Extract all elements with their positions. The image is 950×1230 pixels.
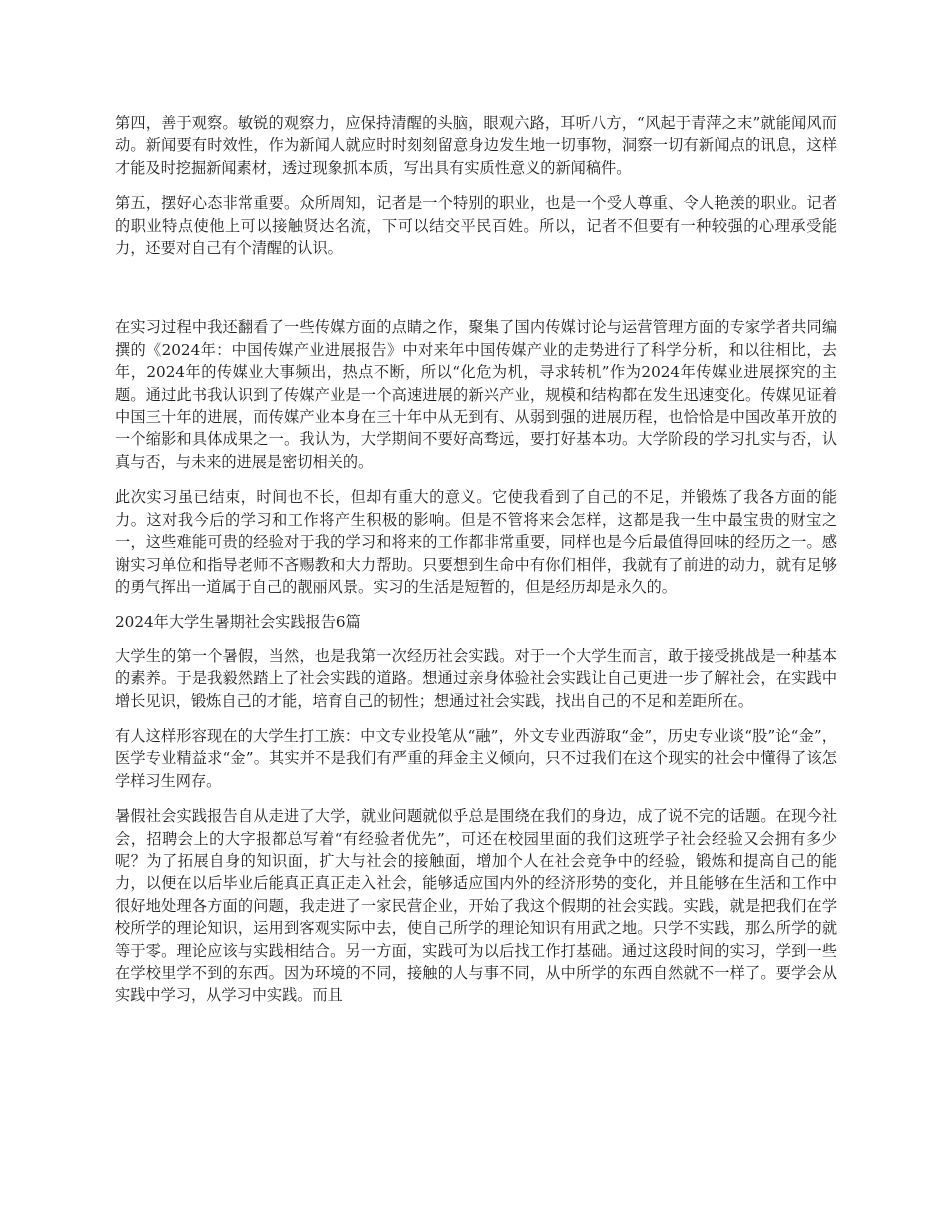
- document-page: [115, 112, 837, 1020]
- paragraph-internship-summary: 此次实习虽已结束，时间也不长，但却有重大的意义。它使我看到了自己的不足，并锻炼了我各方面的能力。这对我今后的学习和工作将产生积极的影响。但是不管将来会怎样，这都是我一生中最宝贵的财宝之一，这些难能可贵的经验对于我的学习和将来的工作都非常重要，同样也是今后最值得回味的经历之一。感谢实习单位和指导老师不吝赐教和大力帮助。只要想到生命中有你们相伴，我就有了前进的动力，就有足够的勇气挥出一道属于自己的靓丽风景。实习的生活是短暂的，但是经历却是永久的。: [115, 488, 837, 596]
- paragraph-mindset: 第五，摆好心态非常重要。众所周知，记者是一个特别的职业，也是一个受人尊重、令人艳羡的职业。记者的职业特点使他上可以接触贤达名流，下可以结交平民百姓。所以，记者不但要有一种较强的心理承受能力，还要对自己有个清醒的认识。: [115, 194, 837, 258]
- paragraph-student-workers: 有人这样形容现在的大学生打工族：中文专业投笔从“融”，外文专业西游取“金”，历史专业谈“股”论“金”，医学专业精益求“金”。其实并不是我们有严重的拜金主义倾向，只不过我们在这个现实的社会中懂得了该怎学样习生网存。: [115, 726, 837, 790]
- paragraph-first-summer: 大学生的第一个暑假，当然，也是我第一次经历社会实践。对于一个大学生而言，敢于接受挑战是一种基本的素养。于是我毅然踏上了社会实践的道路。想通过亲身体验社会实践让自己更进一步了解社会，在实践中增长见识，锻炼自己的才能，培育自己的韧性；想通过社会实践，找出自己的不足和差距所在。: [115, 646, 837, 710]
- paragraph-practice-report: 暑假社会实践报告自从走进了大学，就业问题就似乎总是围绕在我们的身边，成了说不完的话题。在现今社会，招聘会上的大字报都总写着“有经验者优先”，可还在校园里面的我们这班学子社会经验又会拥有多少呢？为了拓展自身的知识面，扩大与社会的接触面，增加个人在社会竞争中的经验，锻炼和提高自己的能力，以便在以后毕业后能真正真正走入社会，能够适应国内外的经济形势的变化，并且能够在生活和工作中很好地处理各方面的问题，我走进了一家民营企业，开始了我这个假期的社会实践。实践，就是把我们在学校所学的理论知识，运用到客观实际中去，使自己所学的理论知识有用武之地。只学不实践，那么所学的就等于零。理论应该与实践相结合。另一方面，实践可为以后找工作打基础。通过这段时间的实习，学到一些在学校里学不到的东西。因为环境的不同，接触的人与事不同，从中所学的东西自然就不一样了。要学会从实践中学习，从学习中实践。而且: [115, 807, 837, 1005]
- section-spacer: [115, 272, 837, 316]
- paragraph-media-report: 在实习过程中我还翻看了一些传媒方面的点睛之作，聚集了国内传媒讨论与运营管理方面的专家学者共同编撰的《2024年：中国传媒产业进展报告》中对来年中国传媒产业的走势进行了科学分析，和以往相比，去年，2024年的传媒业大事频出，热点不断，所以“化危为机，寻求转机”作为2024年传媒业进展探究的主题。通过此书我认识到了传媒产业是一个高速进展的新兴产业，规模和结构都在发生迅速变化。传媒见证着中国三十年的进展，而传媒产业本身在三十年中从无到有、从弱到强的进展历程，也恰恰是中国改革开放的一个缩影和具体成果之一。我认为，大学期间不要好高骛远，要打好基本功。大学阶段的学习扎实与否，认真与否，与未来的进展是密切相关的。: [115, 318, 837, 471]
- section-heading: 2024年大学生暑期社会实践报告6篇: [115, 613, 361, 632]
- paragraph-observation: 第四，善于观察。敏锐的观察力，应保持清醒的头脑，眼观六路，耳听八方，“风起于青萍之末”就能闻风而动。新闻要有时效性，作为新闻人就应时时刻刻留意身边发生地一切事物，洞察一切有新闻点的讯息，这样才能及时挖掘新闻素材，透过现象抓本质，写出具有实质性意义的新闻稿件。: [115, 114, 837, 177]
